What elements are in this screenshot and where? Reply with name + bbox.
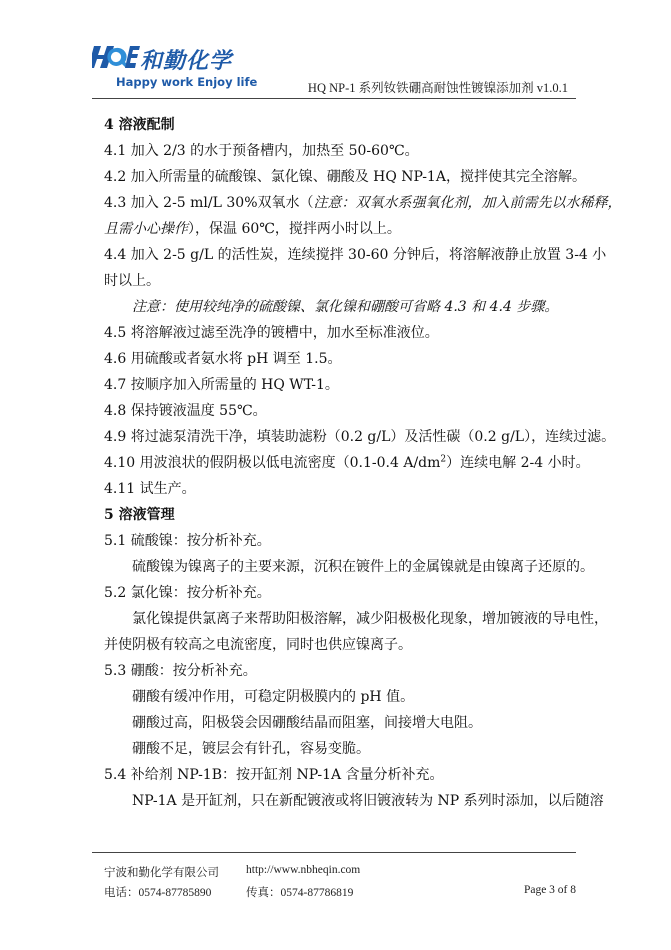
step-4-3-text-cont: ），保温 60℃，搅拌两小时以上。	[188, 221, 401, 237]
item-5-2: 5.2 氯化镍：按分析补充。	[104, 585, 271, 601]
item-5-1: 5.1 硫酸镍：按分析补充。	[104, 533, 271, 549]
footer-row-1	[104, 864, 576, 884]
page-footer	[104, 864, 576, 904]
document-body	[104, 112, 622, 814]
brand-slogan: Happy work Enjoy life	[116, 75, 258, 89]
step-4-8: 4.8 保持镀液温度 55℃。	[104, 403, 267, 419]
brand-name: 和勤化学	[140, 49, 233, 74]
superscript: 2	[440, 454, 447, 465]
item-5-4: 5.4 补给剂 NP-1B：按开缸剂 NP-1A 含量分析补充。	[104, 767, 444, 783]
header-divider	[92, 98, 576, 99]
step-4-10	[104, 450, 590, 476]
item-5-2-desc: 氯化镍提供氯离子来帮助阳极溶解，减少阳极极化现象，增加镀液的导电性，	[132, 611, 608, 627]
item-5-3-desc-3: 硼酸不足，镀层会有针孔，容易变脆。	[132, 741, 370, 757]
item-5-4-desc: NP-1A 是开缸剂，只在新配镀液或将旧镀液转为 NP 系列时添加，以后随溶	[132, 793, 604, 809]
company-logo	[92, 42, 272, 92]
step-4-3	[104, 190, 622, 216]
page-header	[0, 0, 671, 104]
step-4-3-text: 4.3 加入 2-5 ml/L 30%双氧水（	[104, 195, 314, 211]
step-4-3-cont	[104, 216, 576, 242]
step-4-11: 4.11 试生产。	[104, 481, 196, 497]
item-5-1-desc: 硫酸镍为镍离子的主要来源，沉积在镀件上的金属镍就是由镍离子还原的。	[132, 559, 594, 575]
step-4-10-text: 4.10 用波浪状的假阴极以低电流密度（0.1-0.4 A/dm	[104, 455, 441, 471]
footer-website-link[interactable]: http://www.nbheqin.com	[246, 864, 361, 876]
step-4-2: 4.2 加入所需量的硫酸镍、氯化镍、硼酸及 HQ NP-1A，搅拌使其完全溶解。	[104, 169, 586, 185]
section-4-heading: 4 溶液配制	[104, 117, 175, 133]
document-title: HQ NP-1 系列钕铁硼高耐蚀性镀镍添加剂 v1.0.1	[307, 81, 568, 95]
footer-row-2	[104, 884, 576, 904]
hqe-logo-mark-icon	[92, 42, 140, 72]
step-4-9: 4.9 将过滤泵清洗干净，填装助滤粉（0.2 g/L）及活性碳（0.2 g/L），连续过滤。	[104, 429, 616, 445]
step-4-1: 4.1 加入 2/3 的水于预备槽内，加热至 50-60℃。	[104, 143, 419, 159]
item-5-3-desc-2: 硼酸过高，阳极袋会因硼酸结晶而阻塞，间接增大电阻。	[132, 715, 482, 731]
item-5-2-desc-cont: 并使阴极有较高之电流密度，同时也供应镍离子。	[104, 637, 412, 653]
footer-phone: 电话：0574-87785890	[104, 887, 212, 899]
page-number: Page 3 of 8	[523, 884, 576, 896]
footer-company: 宁波和勤化学有限公司	[104, 867, 219, 879]
note-line	[104, 294, 576, 320]
step-4-6: 4.6 用硫酸或者氨水将 pH 调至 1.5。	[104, 351, 342, 367]
footer-fax: 传真：0574-87786819	[246, 887, 354, 899]
item-5-3-desc-1: 硼酸有缓冲作用，可稳定阴极膜内的 pH 值。	[132, 689, 415, 705]
footer-divider	[92, 852, 576, 853]
step-4-4-cont: 时以上。	[104, 273, 160, 289]
step-4-7: 4.7 按顺序加入所需量的 HQ WT-1。	[104, 377, 339, 393]
step-4-10-text-end: ）连续电解 2-4 小时。	[446, 455, 590, 471]
item-5-3: 5.3 硼酸：按分析补充。	[104, 663, 257, 679]
step-4-5: 4.5 将溶解液过滤至洗净的镀槽中，加水至标准液位。	[104, 325, 439, 341]
step-4-3-note: 注意：双氧水系强氧化剂，加入前需先以水稀释，	[313, 195, 622, 211]
step-4-3-note-cont: 且需小心操作	[104, 221, 188, 237]
step-4-4: 4.4 加入 2-5 g/L 的活性炭，连续搅拌 30-60 分钟后，将溶解液静止放置 3-4 小	[104, 247, 607, 263]
note-text: 注意：使用较纯净的硫酸镍、氯化镍和硼酸可省略 4.3 和 4.4 步骤。	[132, 299, 559, 315]
section-5-heading: 5 溶液管理	[104, 507, 175, 523]
